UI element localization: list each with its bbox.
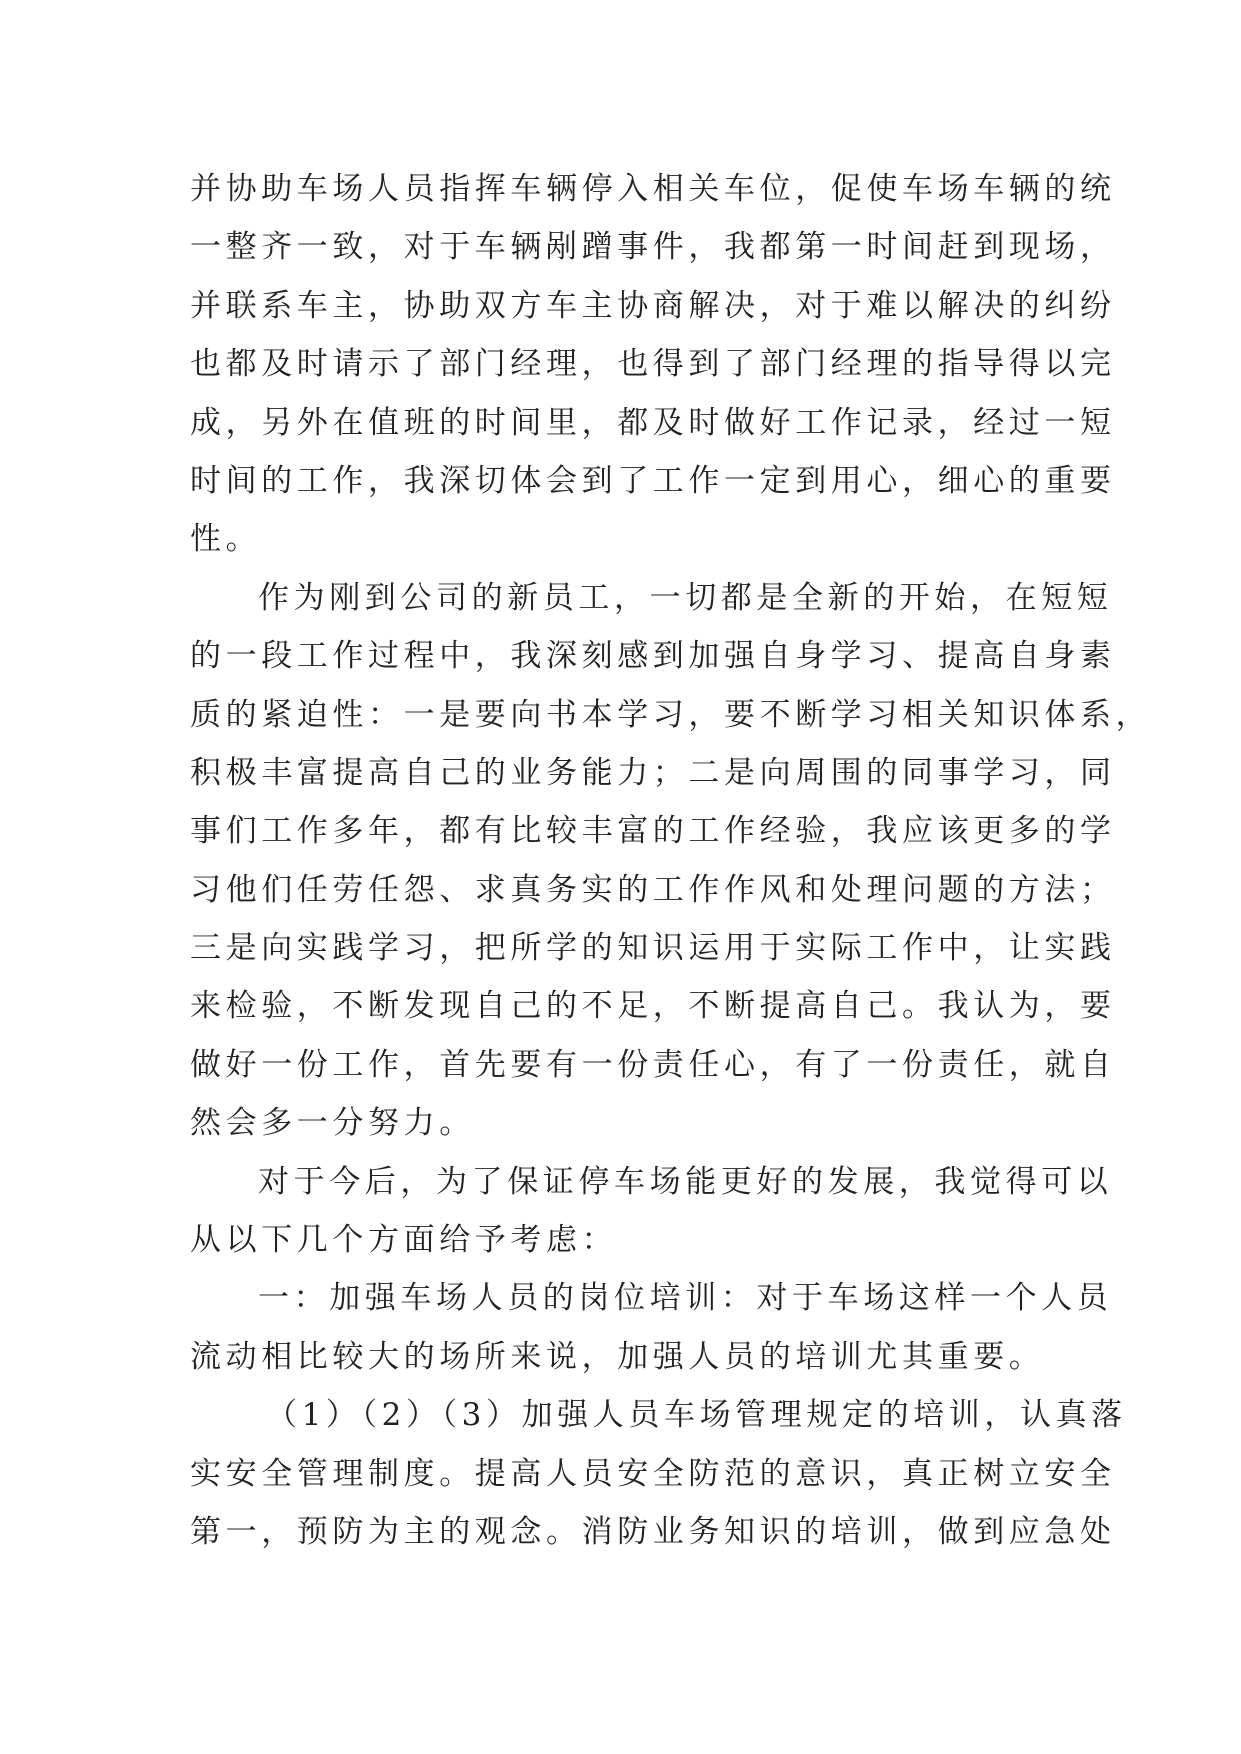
text-line: 流动相比较大的场所来说，加强人员的培训尤其重要。: [190, 1338, 1045, 1375]
text-line: 并联系车主，协助双方车主协商解决，对于难以解决的纠纷: [190, 287, 1116, 324]
text-line: 一整齐一致，对于车辆剐蹭事件，我都第一时间赶到现场，: [190, 229, 1116, 266]
text-line: 然会多一分努力。: [190, 1105, 475, 1142]
text-line: 质的紧迫性：一是要向书本学习，要不断学习相关知识体系，: [190, 696, 1152, 733]
text-line: 成，另外在值班的时间里，都及时做好工作记录，经过一短: [190, 404, 1116, 441]
text-line: 并协助车场人员指挥车辆停入相关车位，促使车场车辆的统: [190, 171, 1116, 207]
paragraph-first-line: 一：加强车场人员的岗位培训：对于车场这样一个人员: [258, 1280, 1113, 1317]
paragraph-first-line: 作为刚到公司的新员工，一切都是全新的开始，在短短: [258, 579, 1113, 616]
text-line: 做好一份工作，首先要有一份责任心，有了一份责任，就自: [190, 1046, 1116, 1083]
text-line: 性。: [190, 521, 262, 558]
text-line: 三是向实践学习，把所学的知识运用于实际工作中，让实践: [190, 930, 1116, 967]
text-line: 实安全管理制度。提高人员安全防范的意识，真正树立安全: [190, 1455, 1116, 1492]
text-line: 事们工作多年，都有比较丰富的工作经验，我应该更多的学: [190, 813, 1116, 850]
text-line: 时间的工作，我深切体会到了工作一定到用心，细心的重要: [190, 462, 1116, 499]
text-line: 积极丰富提高自己的业务能力；二是向周围的同事学习，同: [190, 754, 1116, 791]
text-line: 也都及时请示了部门经理，也得到了部门经理的指导得以完: [190, 346, 1116, 383]
text-line: 的一段工作过程中，我深刻感到加强自身学习、提高自身素: [190, 638, 1116, 675]
text-line: 来检验，不断发现自己的不足，不断提高自己。我认为，要: [190, 988, 1116, 1025]
text-line: 习他们任劳任怨、求真务实的工作作风和处理问题的方法；: [190, 871, 1116, 908]
text-line: 第一，预防为主的观念。消防业务知识的培训，做到应急处: [190, 1513, 1116, 1550]
text-line: 从以下几个方面给予考虑：: [190, 1222, 618, 1259]
body-text: [190, 160, 1152, 1561]
paragraph-first-line: 对于今后，为了保证停车场能更好的发展，我觉得可以: [258, 1163, 1113, 1200]
paragraph-first-line: （1）（2）（3）加强人员车场管理规定的培训，认真落: [266, 1397, 1127, 1434]
